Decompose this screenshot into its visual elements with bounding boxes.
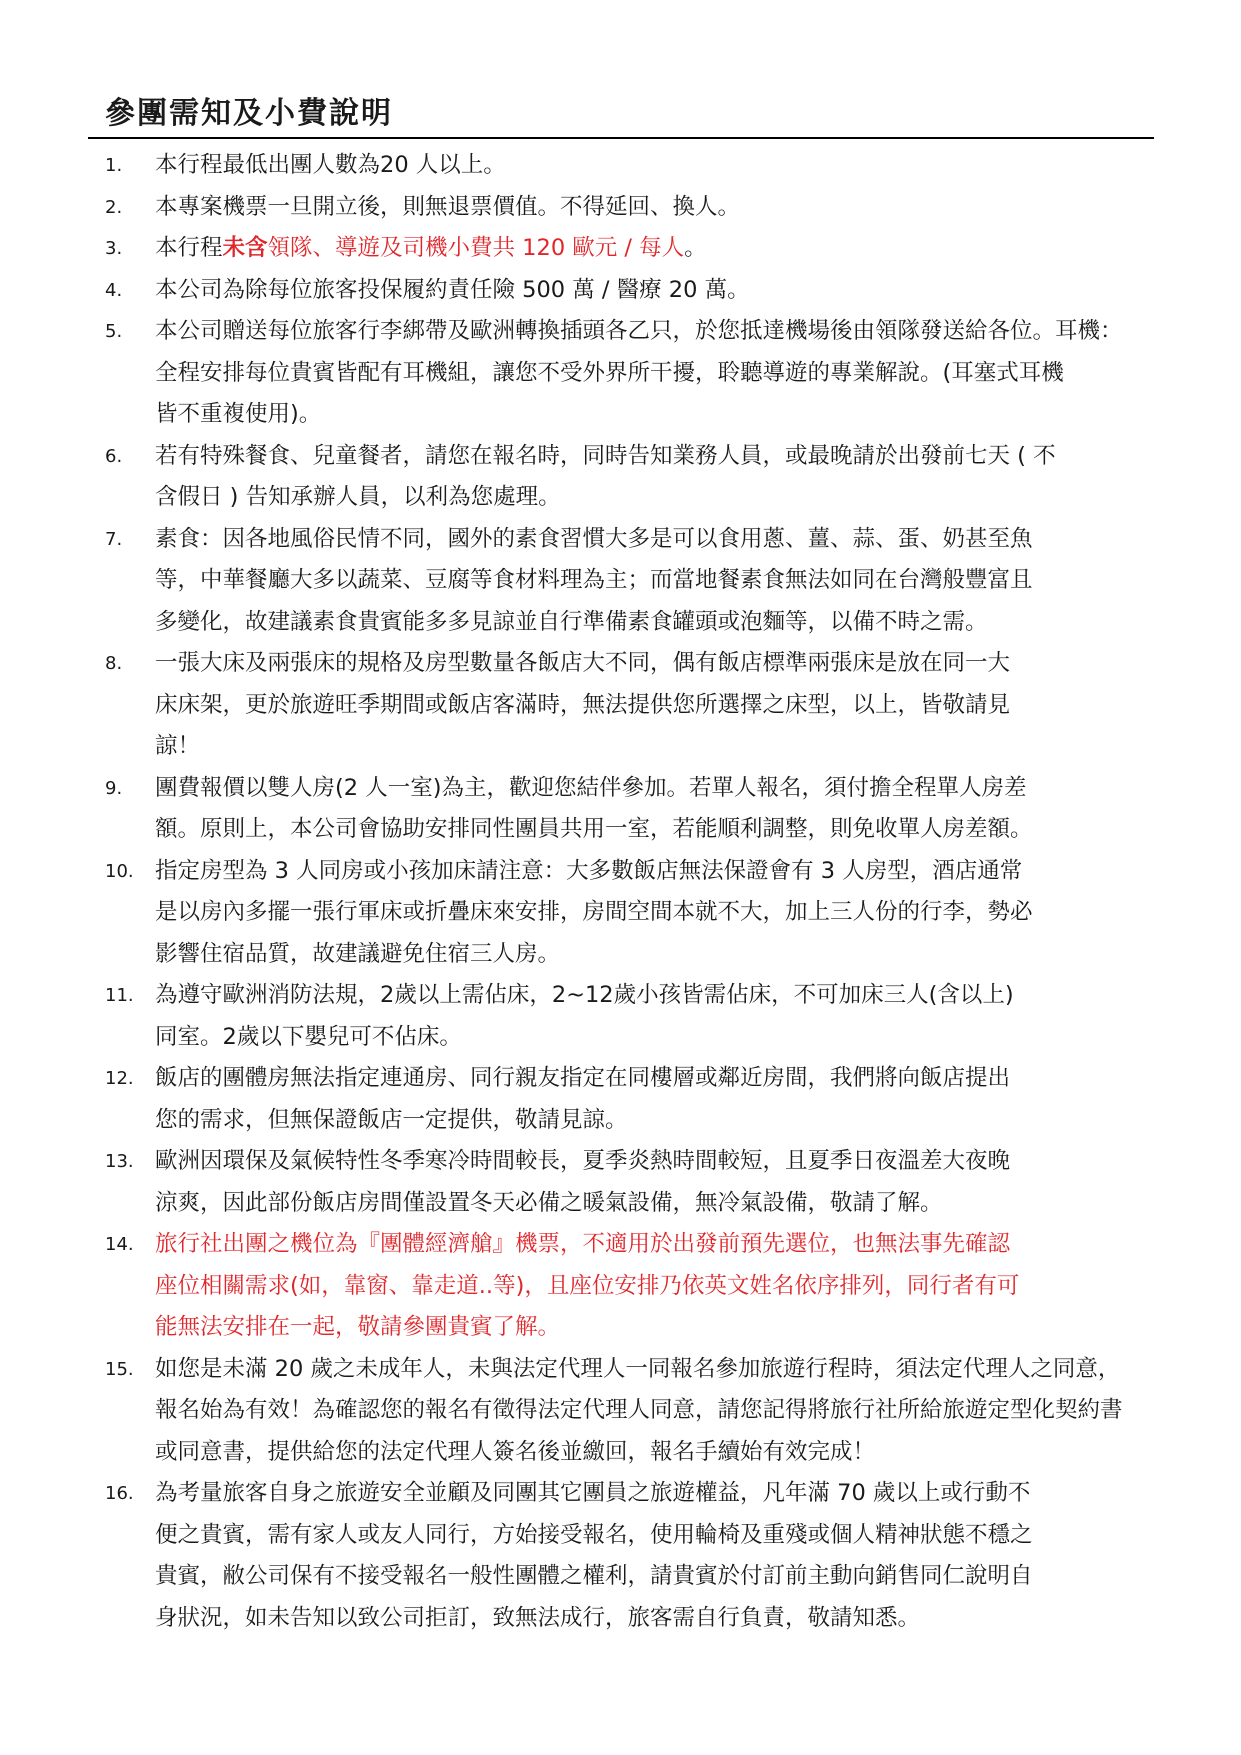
list-item-line: 本專案機票一旦開立後，則無退票價值。不得延回、換人。 bbox=[155, 193, 741, 220]
list-item-line: 是以房內多擺一張行軍床或折疊床來安排，房間空間本就不大，加上三人份的行李，勢必 bbox=[155, 899, 1033, 925]
body-text: 。 bbox=[684, 235, 707, 261]
list-item-number: 3. bbox=[105, 238, 123, 259]
list-item-number: 6. bbox=[105, 445, 123, 467]
list-item-line: 飯店的團體房無法指定連通房、同行親友指定在同樓層或鄰近房間，我們將向飯店提出 bbox=[155, 1065, 1011, 1091]
list-item-number: 14. bbox=[105, 1234, 134, 1255]
list-item-line: 涼爽，因此部份飯店房間僅設置冬天必備之暖氣設備，無冷氣設備，敬請了解。 bbox=[155, 1189, 943, 1216]
list-item-line: 團費報價以雙人房(2 人一室)為主，歡迎您結伴參加。若單人報名，須付擔全程單人房差 bbox=[155, 774, 1027, 801]
emphasis-bold-text: 未含 bbox=[222, 235, 268, 261]
list-item-line: 旅行社出團之機位為『團體經濟艙』機票，不適用於出發前預先選位，也無法事先確認 bbox=[155, 1231, 1011, 1257]
list-item-line: 貴賓，敝公司保有不接受報名一般性團體之權利，請貴賓於付訂前主動向銷售同仁說明自 bbox=[155, 1563, 1033, 1589]
emphasis-text: 領隊、導遊及司機小費共 120 歐元 / 每人 bbox=[267, 235, 685, 261]
list-item-line: 為遵守歐洲消防法規，2歲以上需佔床，2~12歲小孩皆需佔床，不可加床三人(含以上) bbox=[155, 982, 1014, 1008]
list-item-number: 10. bbox=[105, 860, 134, 882]
list-item-line: 素食：因各地風俗民情不同，國外的素食習慣大多是可以食用蔥、薑、蒜、蛋、奶甚至魚 bbox=[155, 525, 1033, 552]
list-item-number: 16. bbox=[105, 1483, 134, 1504]
list-item-line: 能無法安排在一起，敬請參團貴賓了解。 bbox=[155, 1314, 561, 1340]
list-item-line: 一張大床及兩張床的規格及房型數量各飯店大不同，偶有飯店標準兩張床是放在同一大 bbox=[155, 650, 1011, 676]
page-title: 參團需知及小費說明 bbox=[105, 96, 393, 131]
list-item-number: 9. bbox=[105, 777, 123, 799]
list-item-line bbox=[155, 228, 707, 270]
list-item-line: 指定房型為 3 人同房或小孩加床請注意：大多數飯店無法保證會有 3 人房型，酒店通常 bbox=[155, 857, 1023, 884]
list-item-line: 含假日 ) 告知承辦人員，以利為您處理。 bbox=[155, 484, 561, 510]
list-item-number: 1. bbox=[105, 155, 123, 176]
list-item-line: 床床架，更於旅遊旺季期間或飯店客滿時，無法提供您所選擇之床型，以上，皆敬請見 bbox=[155, 691, 1011, 718]
list-item-number: 5. bbox=[105, 321, 123, 342]
list-item-line: 您的需求，但無保證飯店一定提供，敬請見諒。 bbox=[155, 1106, 628, 1133]
list-item-number: 2. bbox=[105, 196, 123, 218]
list-item-line: 諒！ bbox=[155, 733, 201, 759]
list-item-line: 影響住宿品質，故建議避免住宿三人房。 bbox=[155, 940, 561, 967]
list-item-number: 13. bbox=[105, 1151, 134, 1172]
list-item-line: 身狀況，如未告知以致公司拒訂，致無法成行，旅客需自行負責，敬請知悉。 bbox=[155, 1604, 921, 1631]
list-item-line: 本公司為除每位旅客投保履約責任險 500 萬 / 醫療 20 萬。 bbox=[155, 276, 750, 303]
list-item-number: 11. bbox=[105, 985, 134, 1006]
list-item-line: 本行程最低出團人數為20 人以上。 bbox=[155, 152, 506, 178]
list-item-line: 額。原則上，本公司會協助安排同性團員共用一室，若能順利調整，則免收單人房差額。 bbox=[155, 816, 1033, 842]
list-item-number: 4. bbox=[105, 279, 123, 301]
list-item-line: 歐洲因環保及氣候特性冬季寒冷時間較長，夏季炎熱時間較短，且夏季日夜溫差大夜晚 bbox=[155, 1148, 1011, 1174]
list-item-line: 如您是未滿 20 歲之未成年人，未與法定代理人一同報名參加旅遊行程時，須法定代理人之同意， bbox=[155, 1355, 1121, 1382]
list-item-number: 12. bbox=[105, 1068, 134, 1089]
list-item-line: 等，中華餐廳大多以蔬菜、豆腐等食材料理為主；而當地餐素食無法如同在台灣般豐富且 bbox=[155, 567, 1033, 593]
title-underline bbox=[88, 137, 1154, 139]
list-item-line: 為考量旅客自身之旅遊安全並顧及同團其它團員之旅遊權益，凡年滿 70 歲以上或行動不 bbox=[155, 1480, 1031, 1506]
body-text: 本行程 bbox=[155, 235, 223, 261]
list-item-line: 便之貴賓，需有家人或友人同行，方始接受報名，使用輪椅及重殘或個人精神狀態不穩之 bbox=[155, 1521, 1033, 1548]
list-item-line: 皆不重複使用)。 bbox=[155, 401, 322, 427]
list-item-line: 或同意書，提供給您的法定代理人簽名後並繳回，報名手續始有效完成！ bbox=[155, 1438, 876, 1465]
list-item-line: 座位相關需求(如，靠窗、靠走道..等)，且座位安排乃依英文姓名依序排列，同行者有可 bbox=[155, 1272, 1020, 1299]
list-item-line: 全程安排每位貴賓皆配有耳機組，讓您不受外界所干擾，聆聽導遊的專業解說。(耳塞式耳機 bbox=[155, 359, 1064, 386]
list-item-number: 7. bbox=[105, 528, 123, 550]
list-item-line: 同室。2歲以下嬰兒可不佔床。 bbox=[155, 1023, 462, 1050]
list-item-line: 若有特殊餐食、兒童餐者，請您在報名時，同時告知業務人員，或最晚請於出發前七天 ( 不 bbox=[155, 442, 1056, 469]
list-item-line: 本公司贈送每位旅客行李綁帶及歐洲轉換插頭各乙只，於您抵達機場後由領隊發送給各位。耳機： bbox=[155, 318, 1123, 344]
list-item-line: 報名始為有效！為確認您的報名有徵得法定代理人同意，請您記得將旅行社所給旅遊定型化契約書 bbox=[155, 1397, 1123, 1423]
list-item-line: 多變化，故建議素食貴賓能多多見諒並自行準備素食罐頭或泡麵等，以備不時之需。 bbox=[155, 608, 988, 635]
list-item-number: 15. bbox=[105, 1358, 134, 1380]
list-item-number: 8. bbox=[105, 653, 123, 674]
